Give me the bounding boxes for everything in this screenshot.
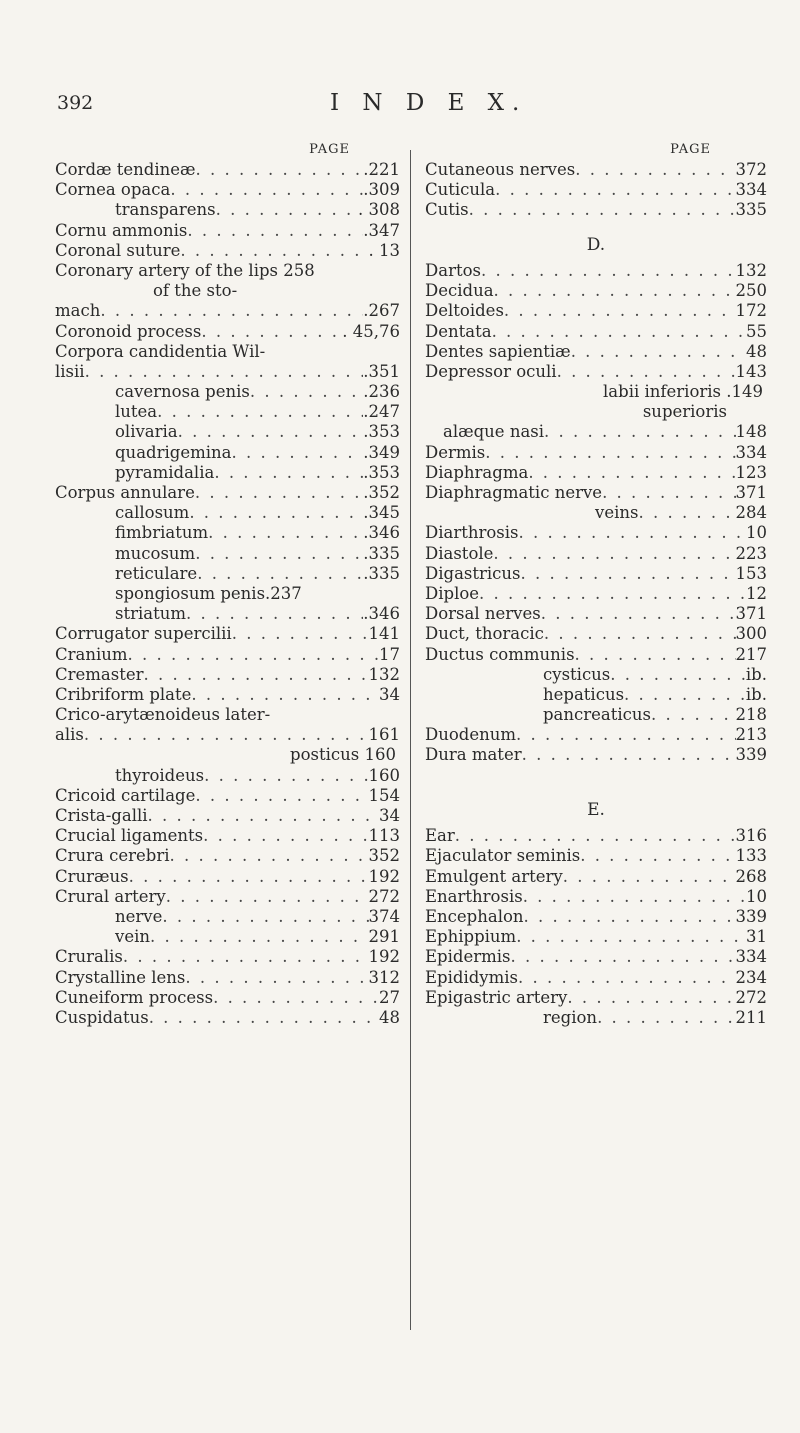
index-subentry: labii inferioris .149 [603,382,763,402]
index-subentry: reticulare . . . .335 [55,564,400,584]
index-entry: Corpora candidentia Wil- [55,341,266,361]
index-entry: Emulgent artery . . . 268 [425,867,767,887]
left-column [55,140,400,1028]
index-subentry: lutea . . . .247 [55,402,400,422]
index-subentry: posticus 160 [290,745,396,765]
index-subentry: olivaria . . . .353 [55,422,400,442]
index-entry: Dura mater . . . 339 [425,745,767,765]
index-subentry: pyramidalia . . . .353 [55,463,400,483]
index-entry: Diarthrosis . . . 10 [425,523,767,543]
index-entry: Duodenum . . . 213 [425,725,767,745]
index-subentry: cavernosa penis . . . .236 [55,382,400,402]
page-number: 392 [57,92,94,114]
index-entry: Cuticula . . . 334 [425,180,767,200]
index-entry: Cordæ tendineæ . . . .221 [55,160,400,180]
index-entry: Cornu ammonis . . . .347 [55,221,400,241]
index-entry: Corrugator supercilii . . . 141 [55,624,400,644]
index-entry: Cuneiform process . . . 27 [55,988,400,1008]
index-entry-continuation: alis . . . 161 [55,725,400,745]
index-entry: Cricoid cartilage . . . 154 [55,786,400,806]
index-entry: Ductus communis . . . 217 [425,645,767,665]
index-entry: Cribriform plate . . . 34 [55,685,400,705]
column-divider [410,150,411,1330]
index-subentry: thyroideus . . . 160 [55,766,400,786]
index-entry: Cremaster . . . 132 [55,665,400,685]
index-entry: Cranium . . . 17 [55,645,400,665]
section-heading-e: E. [587,799,605,820]
index-entry: Cruræus . . . 192 [55,867,400,887]
index-entry: Diaphragmatic nerve . . . 371 [425,483,767,503]
index-entry: Cornea opaca . . . .309 [55,180,400,200]
index-subentry: nerve . . . 374 [55,907,400,927]
index-entry: Diaphragma . . . 123 [425,463,767,483]
index-subentry: spongiosum penis .237 [115,583,302,603]
index-subentry: quadrigemina . . . .349 [55,443,400,463]
index-subentry: hepaticus . . . ib. [425,685,767,705]
index-entry: Encephalon . . . 339 [425,907,767,927]
right-column [425,140,767,1028]
index-entry: Ejaculator seminis . . . 133 [425,846,767,866]
index-subentry: superioris [642,402,727,422]
index-entry: Duct, thoracic . . . 300 [425,624,767,644]
index-subentry: cysticus . . . ib. [425,665,767,685]
index-entry: Cutaneous nerves . . . 372 [425,160,767,180]
section-heading-d: D. [586,234,606,255]
index-subentry: mucosum . . . .335 [55,544,400,564]
index-entry: mach . . . .267 [55,301,400,321]
index-entry: Epigastric artery . . . 272 [425,988,767,1008]
index-entry: Diploe . . . 12 [425,584,767,604]
index-entry: Crystalline lens . . . 312 [55,968,400,988]
index-entry-continuation: lisii . . . .351 [55,362,400,382]
index-entry: Crista-galli . . . 34 [55,806,400,826]
index-entry: Diastole . . . 223 [425,544,767,564]
index-subentry: pancreaticus . . . 218 [425,705,767,725]
running-title: I N D E X. [330,90,528,116]
index-subentry: alæque nasi . . . 148 [425,422,767,442]
index-entry: Crucial ligaments . . . 113 [55,826,400,846]
index-entry: Decidua . . . 250 [425,281,767,301]
index-entry: Coronary artery of the lips 258 [55,260,315,280]
page-column-header: PAGE [309,142,350,157]
index-subentry: vein . . . 291 [55,927,400,947]
index-entry: Dorsal nerves . . . 371 [425,604,767,624]
index-entry: Enarthrosis . . . 10 [425,887,767,907]
index-entry: Depressor oculi . . . 143 [425,362,767,382]
index-subentry: transparens . . . . 308 [55,200,400,220]
index-entry: Dentes sapientiæ . . . 48 [425,342,767,362]
index-entry: Ear . . . 316 [425,826,767,846]
index-entry: Coronoid process . . . . 45,76 [55,322,400,342]
index-entry: Dartos . . . 132 [425,261,767,281]
index-entry: Dermis . . . 334 [425,443,767,463]
index-subentry: fimbriatum . . . .346 [55,523,400,543]
index-entry-continuation: of the sto- [153,281,238,301]
index-entry: Cruralis . . . 192 [55,947,400,967]
index-entry: Deltoides . . . 172 [425,301,767,321]
index-subentry: callosum . . . .345 [55,503,400,523]
index-entry: Cuspidatus . . . 48 [55,1008,400,1028]
index-entry: Crura cerebri . . . 352 [55,846,400,866]
page-column-header: PAGE [670,142,711,157]
index-entry: Digastricus . . . 153 [425,564,767,584]
index-entry: Crural artery . . . 272 [55,887,400,907]
index-entry: Coronal suture . . . . 13 [55,241,400,261]
index-subentry: veins . . . 284 [425,503,767,523]
index-entry: Crico-arytænoideus later- [55,705,271,725]
index-subentry: region . . . 211 [425,1008,767,1028]
index-entry: Corpus annulare . . . .352 [55,483,400,503]
index-entry: Ephippium . . . 31 [425,927,767,947]
index-entry: Dentata . . . 55 [425,322,767,342]
index-entry: Epidermis . . . 334 [425,947,767,967]
index-subentry: striatum . . . .346 [55,604,400,624]
index-entry: Epididymis . . . 234 [425,968,767,988]
index-entry: Cutis . . . 335 [425,200,767,220]
